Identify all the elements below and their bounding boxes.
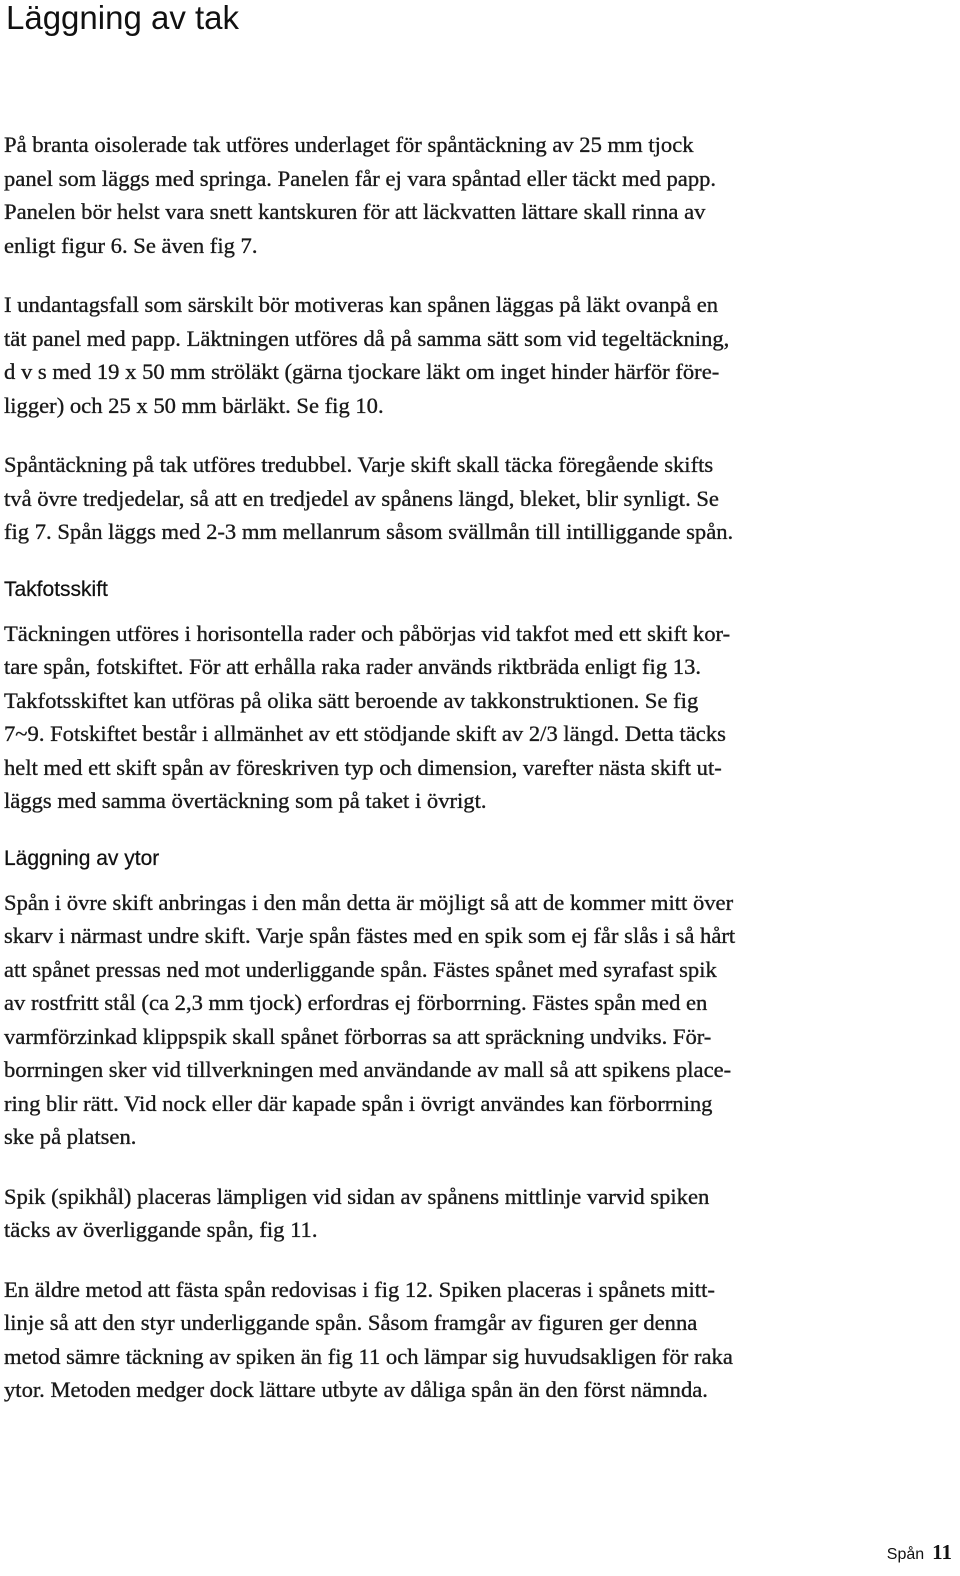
paragraph-intro-3: Spåntäckning på tak utföres tredubbel. Varje skift skall täcka föregående skifts två övre tredjedelar, så att en tredjedel av spånens längd, bleket, blir synligt. Se fig 7. Spån läggs med 2-3 mm mellanrum såsom svällmån till intilliggande spån. <box>4 452 734 544</box>
section-heading-laggning-av-ytor: Läggning av ytor <box>4 846 160 870</box>
page-number: 11 <box>932 1540 952 1564</box>
paragraph-ytor-2: Spik (spikhål) placeras lämpligen vid sidan av spånens mittlinje varvid spiken täcks av överliggande spån, fig 11. <box>4 1183 710 1242</box>
document-body <box>4 128 950 1433</box>
paragraph-takfot-1: Täckningen utföres i horisontella rader och påbörjas vid takfot med ett skift kor- tare spån, fotskiftet. För att erhålla raka rader används riktbräda enligt fig 13. Takfotsskiftet kan utföras på olika sätt beroende av takkonstruktionen. Se fig 7~9. Fotskiftet består i allmänhet av ett stödjande skift av 2/3 längd. Detta täcks helt med ett skift spån av föreskriven typ och dimension, varefter nästa skift ut- läggs med samma övertäckning som på taket i övrigt. <box>4 620 731 813</box>
footer-label: Spån <box>886 1546 925 1563</box>
page-title: Läggning av tak <box>6 0 240 36</box>
section-heading-takfotsskift: Takfotsskift <box>4 577 108 601</box>
page-footer <box>887 1540 952 1565</box>
paragraph-ytor-3: En äldre metod att fästa spån redovisas i fig 12. Spiken placeras i spånets mitt- linje så att den styr underliggande spån. Såsom framgår av figuren ger denna metod sämre täckning av spiken än fig 11 och lämpar sig huvudsakligen för raka ytor. Metoden medger dock lättare utbyte av dåliga spån än den först nämnda. <box>4 1276 733 1402</box>
paragraph-ytor-1: Spån i övre skift anbringas i den mån detta är möjligt så att de kommer mitt över skarv i närmast undre skift. Varje spån fästes med en spik som ej får slås i så hårt att spånet pressas ned mot underliggande spån. Fästes spånet med syrafast spik av rostfritt stål (ca 2,3 mm tjock) erfordras ej förborrning. Fästes spån med en varmförzinkad klippspik skall spånet förborras sa att spräckning undviks. För- borrningen sker vid tillverkningen med användande av mall så att spikens place- ring blir rätt. Vid nock eller där kapade spån i övrigt användes kan förborrning ske på platsen. <box>4 889 736 1149</box>
paragraph-intro-2: I undantagsfall som särskilt bör motiveras kan spånen läggas på läkt ovanpå en tät panel med papp. Läktningen utföres då på samma sätt som vid tegeltäckning, d v s med 19 x 50 mm ströläkt (gärna tjockare läkt om inget hinder härför före- ligger) och 25 x 50 mm bärläkt. Se fig 10. <box>4 292 730 418</box>
paragraph-intro-1: På branta oisolerade tak utföres underlaget för spåntäckning av 25 mm tjock panel som läggs med springa. Panelen får ej vara spåntad eller täckt med papp. Panelen bör helst vara snett kantskuren för att läckvatten lättare skall rinna av enligt figur 6. Se även fig 7. <box>4 132 717 258</box>
